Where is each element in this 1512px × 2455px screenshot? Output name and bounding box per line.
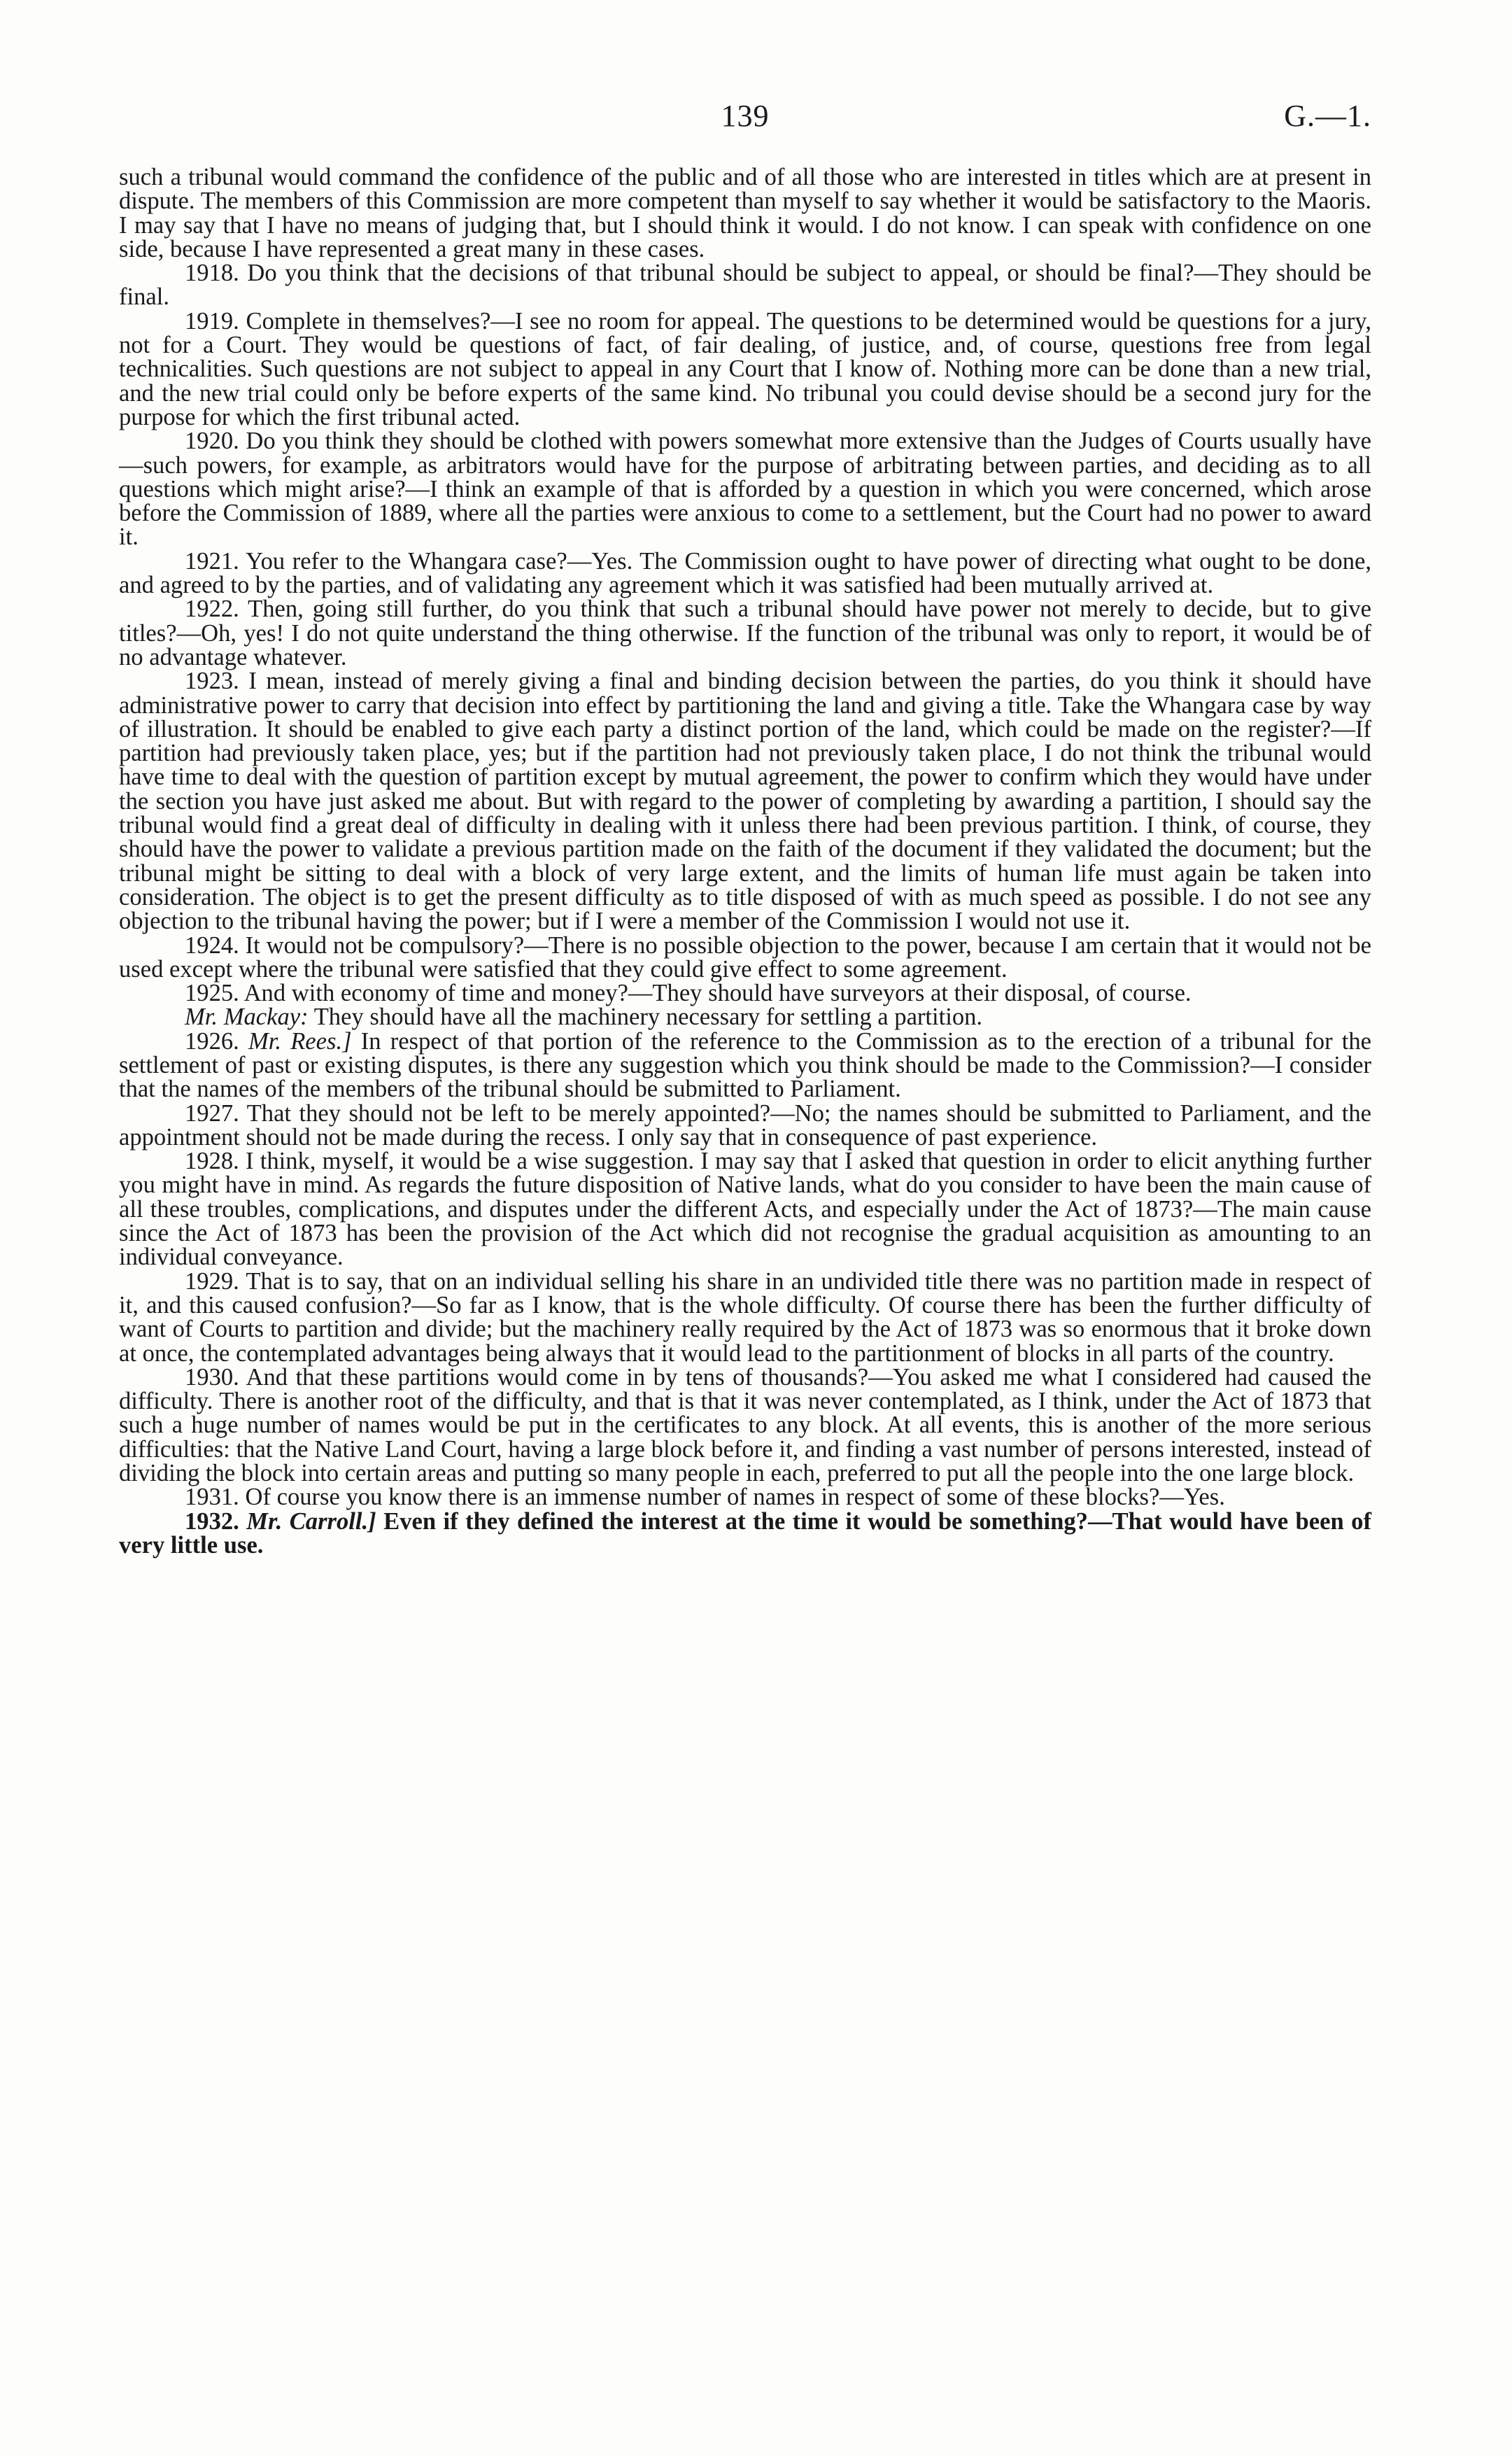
question-1926 — [119, 1029, 1371, 1102]
paragraph-text: Even if they defined the interest at the time it would be something?—That would have been of very little use. — [119, 1507, 1371, 1559]
paragraph-text: That they should not be left to be merely appointed?—No; the names should be submitted to Parliament, and the appointment should not be made during the recess. I only say that in consequence of past experience. — [119, 1099, 1371, 1151]
question-number: 1932. — [185, 1507, 239, 1535]
question-number: 1921. — [185, 547, 239, 575]
document-reference: G.—1. — [1284, 99, 1371, 133]
question-number: 1920. — [185, 428, 239, 455]
paragraph-text: I mean, instead of merely giving a final and binding decision between the parties, do you think it should have administrative power to carry that decision into effect by partitioning the land and giving a title. Take the Whangara case by way of illustration. It should be enabled to give each party a distinct portion of the land, which could be made on the register?—If partition had previously taken place, yes; but if the partition had not previously taken place, I do not think the tribunal would have time to deal with the question of partition except by mutual agreement, the power to confirm which they would have under the section you have just asked me about. But with regard to the power of completing by awarding a partition, I should say the tribunal would find a great deal of difficulty in dealing with it unless there had been previous partition. I think, of course, they should have the power to validate a previous partition made on the faith of the document if they validated the document; but the tribunal might be sitting to deal with a block of very large extent, and the limits of human life must again be taken into consideration. The object is to get the present difficulty as to title disposed of with as much speed as possible. I do not see any objection to the tribunal having the power; but if I were a member of the Commission I would not use it. — [119, 668, 1371, 935]
question-1931 — [119, 1485, 1371, 1509]
paragraph-text: Do you think that the decisions of that tribunal should be subject to appeal, or should be final?—They should be final. — [119, 260, 1371, 311]
question-number: 1931. — [185, 1484, 239, 1511]
paragraph-text: Complete in themselves?—I see no room for appeal. The questions to be determined would be questions for a jury, not for a Court. They would be questions of fact, of fair dealing, of justice, and, of course, questions free from legal technicalities. Such questions are not subject to appeal in any Court that I know of. Nothing more can be done than a new trial, and the new trial could only be before experts of the same kind. No tribunal you could devise should be a second jury for the purpose for which the first tribunal acted. — [119, 307, 1371, 430]
paragraph-text: Of course you know there is an immense number of names in respect of some of these blocks?—Yes. — [245, 1484, 1225, 1511]
question-number: 1925. — [185, 980, 239, 1007]
question-number: 1922. — [185, 596, 239, 623]
question-1930 — [119, 1365, 1371, 1485]
question-number: 1928. — [185, 1148, 239, 1175]
body-text — [119, 165, 1371, 1557]
paragraph-text: such a tribunal would command the confidence of the public and of all those who are interested in titles which are at present in dispute. The members of this Commission are more competent than myself to say whether it would be satisfactory to the Maoris. I may say that I have no means of judging that, but I should think it would. I do not know. I can speak with confidence on one side, because I have represented a great many in these cases. — [119, 164, 1371, 262]
question-number: 1919. — [185, 307, 239, 335]
paragraph-text: You refer to the Whangara case?—Yes. The Commission ought to have power of directing what ought to be done, and agreed to by the parties, and of validating any agreement which it was satisfied had been mutually arrived at. — [119, 547, 1371, 599]
paragraph-text: They should have all the machinery necessary for settling a partition. — [313, 1004, 983, 1031]
question-1924 — [119, 931, 1371, 983]
question-1929 — [119, 1269, 1371, 1365]
paragraph-text: It would not be compulsory?—There is no possible objection to the power, because I am certain that it would not be used except where the tribunal were satisfied that they could give effect to some agreement. — [119, 931, 1371, 983]
question-1932 — [119, 1507, 1371, 1559]
question-1928 — [119, 1149, 1371, 1269]
question-number: 1929. — [185, 1267, 239, 1295]
question-1920 — [119, 429, 1371, 549]
page-header — [119, 98, 1371, 140]
paragraph-text: I think, myself, it would be a wise suggestion. I may say that I asked that question in order to elicit anything further you might have in mind. As regards the future disposition of Native lands, what do you consider to have been the main cause of all these troubles, complications, and disputes under the different Acts, and especially under the Act of 1873?—The main cause since the Act of 1873 has been the provision of the Act which did not recognise the gradual acquisition as amounting to an individual conveyance. — [119, 1148, 1371, 1271]
question-1925 — [119, 981, 1371, 1005]
paragraph-text: Then, going still further, do you think that such a tribunal should have power not merely to decide, but to give titles?—Oh, yes! I do not quite understand the thing otherwise. If the function of the tribunal was only to report, it would be of no advantage whatever. — [119, 596, 1371, 670]
question-1923 — [119, 669, 1371, 933]
question-1922 — [119, 597, 1371, 669]
question-1921 — [119, 549, 1371, 598]
question-1927 — [119, 1099, 1371, 1151]
paragraph-continued — [119, 165, 1371, 261]
paragraph-text: And with economy of time and money?—They should have surveyors at their disposal, of course. — [243, 980, 1192, 1007]
question-number: 1923. — [185, 668, 239, 695]
question-number: 1924. — [185, 931, 239, 959]
paragraph-text: And that these partitions would come in by tens of thousands?—You asked me what I considered had caused the difficulty. There is another root of the difficulty, and that is that it was never contemplated, as I think, under the Act of 1873 that such a huge number of names would be put in the certificates to any block. At all events, this is another of the more serious difficulties: that the Native Land Court, having a large block before it, and finding a vast number of persons interested, instead of dividing the block into certain areas and putting so many people in each, preferred to put all the people into the one large block. — [119, 1363, 1371, 1487]
paragraph-text: Do you think they should be clothed with powers somewhat more extensive than the Judges of Courts usually have—such powers, for example, as arbitrators would have for the purpose of arbitrating between parties, and deciding as to all questions which might arise?—I think an example of that is afforded by a question in which you were concerned, which arose before the Commission of 1889, where all the parties were anxious to come to a settlement, but the Court had no power to award it. — [119, 428, 1371, 551]
question-number: 1930. — [185, 1363, 239, 1391]
speaker-name: Mr. Carroll.] — [246, 1507, 376, 1535]
question-number: 1926. — [185, 1027, 239, 1055]
statement-mr-mackay — [119, 1005, 1371, 1029]
question-1919 — [119, 309, 1371, 429]
paragraph-text: In respect of that portion of the reference to the Commission as to the erection of a tribunal for the settlement of past or existing disputes, is there any suggestion which you think should be made to the Commission?—I consider that the names of the members of the tribunal should be submitted to Parliament. — [119, 1027, 1371, 1103]
page-number: 139 — [721, 99, 770, 133]
paragraph-text: That is to say, that on an individual selling his share in an undivided title there was no partition made in respect of it, and this caused confusion?—So far as I know, that is the whole difficulty. Of course there has been the further difficulty of want of Courts to partition and divide; but the machinery really required by the Act of 1873 was so enormous that it broke down at once, the contemplated advantages being always that it would lead to the partitionment of blocks in all parts of the country. — [119, 1267, 1371, 1367]
speaker-name: Mr. Mackay: — [185, 1004, 309, 1031]
question-number: 1927. — [185, 1099, 239, 1127]
question-1918 — [119, 261, 1371, 309]
speaker-name: Mr. Rees.] — [248, 1027, 352, 1055]
question-number: 1918. — [185, 260, 239, 287]
